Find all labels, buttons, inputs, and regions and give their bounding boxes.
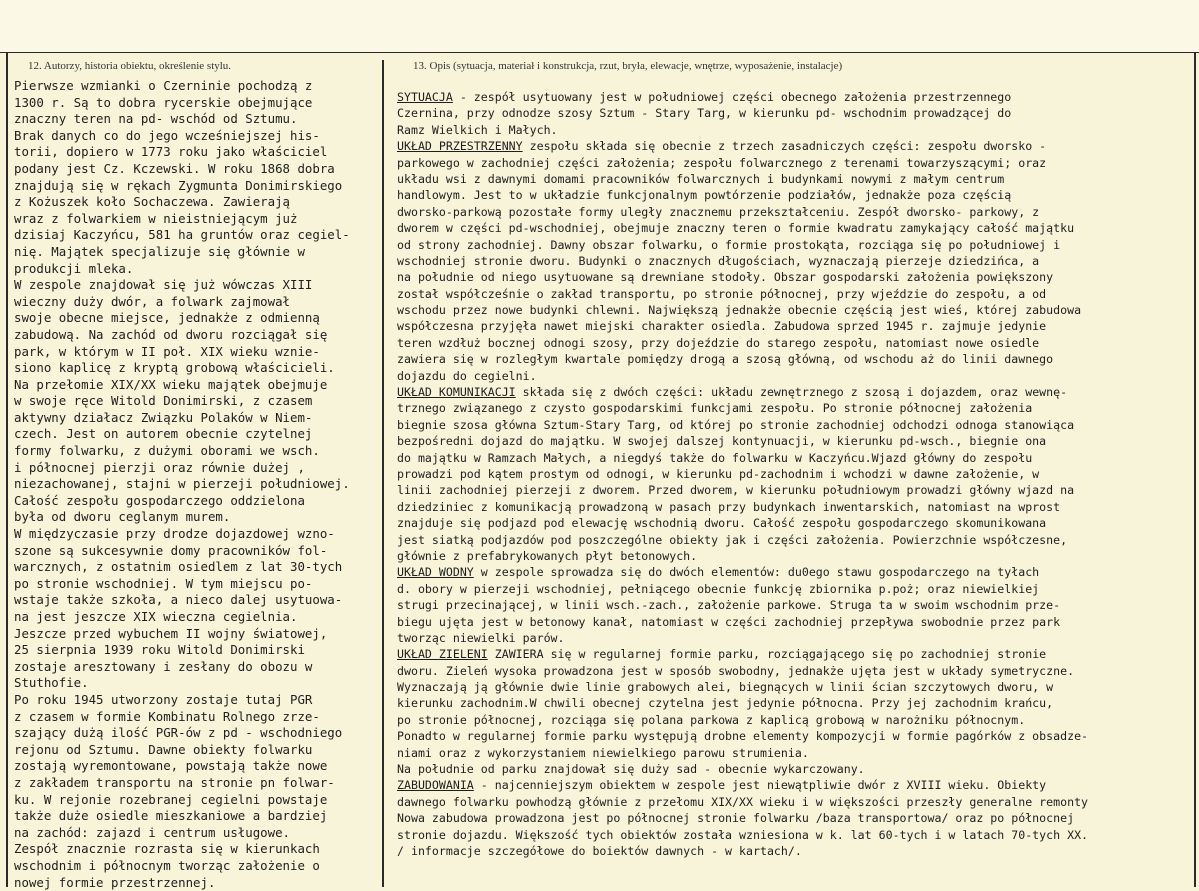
description-text-line [397,351,1197,367]
description-text: trznego związanego z czysto gospodarskimi funkcjami zespołu. Po stronie północnej założenia [397,401,1032,415]
history-text-line: podany jest Cz. Kczewski. W roku 1868 dobra [14,161,378,178]
history-text-line: Na przełomie XIX/XX wieku majątek obejmuje [14,377,378,394]
left-border [6,52,8,887]
history-text-line: W zespole znajdował się już wówczas XIII [14,277,378,294]
description-text: linii zachodniej pierzeji z dworem. Przed dworem, w kierunku południowym prowadzi główny wjazd na [397,483,1074,497]
history-text-line: z zakładem transportu na stronie pn folwar- [14,775,378,792]
description-text-line [397,89,1197,105]
description-text-line [397,630,1197,646]
history-text-line: była od dworu ceglanym murem. [14,509,378,526]
history-text-line: po stronie wschodniej. W tym miejscu po- [14,576,378,593]
description-text-line [397,286,1197,302]
description-text-line [397,515,1197,531]
history-text-line: w swoje ręce Witold Donimirski, z czasem [14,393,378,410]
description-text-line [397,827,1197,843]
description-text: na południe od niego usytuowane są drewniane stodoły. Obszar gospodarski założenia powiększony [397,270,1053,284]
description-text: / informacje szczegółowe do boiektów dawnych - w kartach/. [397,844,802,858]
description-text-line [397,499,1197,515]
description-text: wschodu przez nowe budynki chlewni. Największą jednakże obecnie częścią jest wieś, której zabudowa [397,303,1081,317]
description-text-line [397,663,1197,679]
description-text-line [397,318,1197,334]
history-text-line: produkcji mleka. [14,261,378,278]
history-text-line: na zachód: zajazd i centrum usługowe. [14,825,378,842]
description-text-line [397,646,1197,662]
form-top-margin [0,0,1199,52]
description-text-line [397,220,1197,236]
description-text-line [397,728,1197,744]
description-text-line [397,843,1197,859]
description-text: Czernina, przy odnodze szosy Sztum - Stary Targ, w kierunku pd- wschodnim prowadzącej do [397,106,1011,120]
description-text: dworsko-parkową pozostałe formy uległy znacznemu przekształceniu. Zespół dworsko- parkowy, z [397,205,1039,219]
description-text: wschodniej stronie dworu. Budynki o znacznych długościach, wyznaczają pierzeje dziedzińca, a [397,254,1039,268]
history-text-line: 25 sierpnia 1939 roku Witold Donimirski [14,642,378,659]
description-text: d. obory w pierzeji wschodniej, pełniącego obecnie funkcję zbiornika p.poż; oraz niewielkiej [397,582,1039,596]
history-text-line: W międzyczasie przy drodze dojazdowej wzno- [14,526,378,543]
description-text-line [397,138,1197,154]
description-text-line [397,695,1197,711]
history-text-line: formy folwarku, z dużymi oborami we wsch. [14,443,378,460]
description-text: teren wzdłuż bocznej odnogi szosy, przy dojeździe do starego zespołu, natomiast nowe osiedle [397,336,1039,350]
description-text-line [397,745,1197,761]
history-text-line: siono kaplicę z kryptą grobową właścicieli. [14,360,378,377]
description-text-line [397,810,1197,826]
left-field-label: 12. Autorzy, historia obiektu, określenie stylu. [28,60,231,72]
description-text-line [397,105,1197,121]
history-text-line: znajdują się w rękach Zygmunta Donimirskiego [14,178,378,195]
description-text: jest siatką podjazdów pod poszczególne obiekty jak i części założenia. Powierzchnie współczesne, [397,533,1067,547]
description-text-line [397,433,1197,449]
description-text: parkowego w zachodniej części założenia; zespołu folwarcznego z terenami towarzyszącymi; oraz [397,156,1046,170]
history-text-line: szający dużą ilość PGR-ów z pd - wschodniego [14,725,378,742]
description-text: dawnego folwarku powhodzą głównie z przełomu XIX/XX wieku i w większości przeszły generalne remonty [397,795,1088,809]
description-text-line [397,417,1197,433]
history-text-line: Stuthofie. [14,675,378,692]
history-text-line: czech. Jest on autorem obecnie czytelnej [14,426,378,443]
description-text-line [397,122,1197,138]
description-text: biegu ujęta jest w betonowy kanał, natomiast w części zachodniej przepływa swobodnie przez park [397,615,1060,629]
history-text-line: z Kożuszek koło Sochaczewa. Zawierają [14,194,378,211]
history-text-line: zostaje aresztowany i zesłany do obozu w [14,659,378,676]
section-heading: UKŁAD KOMUNIKACJI [397,385,516,399]
description-text: ZAWIERA się w regularnej formie parku, rozciągającego się po zachodniej stronie [488,647,1046,661]
description-text-line [397,450,1197,466]
description-text: - zespół usytuowany jest w południowej części obecnego założenia przestrzennego [453,90,1011,104]
description-text: Wyznaczają ją głównie dwie linie grabowych alei, biegnących w linii ścian szczytowych dworu, w [397,680,1053,694]
description-text-line [397,614,1197,630]
history-text-line: zabudową. Na zachód od dworu rozciągał się [14,327,378,344]
column-divider [382,60,384,887]
description-text: w zespole sprowadza się do dwóch elementów: du0ego stawu gospodarczego na tyłach [474,565,1039,579]
history-text-line: nowej formie przestrzennej. [14,875,378,891]
history-text-line: aktywny działacz Związku Polaków w Niem- [14,410,378,427]
description-text: po stronie północnej, rozciąga się polana parkowa z kaplicą grobową w narożniku północnym. [397,713,1025,727]
description-text: dworem w części pd-wschodniej, obejmuje znaczny teren o formie kwadratu zamykający całość majątku [397,221,1074,235]
history-text-line: Jeszcze przed wybuchem II wojny światowej, [14,626,378,643]
description-text-line [397,302,1197,318]
history-text-line: szone są sukcesywnie domy pracowników fol- [14,543,378,560]
history-text-line: Pierwsze wzmianki o Czerninie pochodzą z [14,78,378,95]
description-text-line [397,794,1197,810]
history-text-line: Całość zespołu gospodarczego oddzielona [14,493,378,510]
top-rule [0,52,1199,53]
description-text: tworząc niewielki parów. [397,631,565,645]
description-text: układu wsi z dawnymi domami pracowników folwarcznych i budynkami nowymi z małym centrum [397,172,1004,186]
description-text: prowadzi pod kątem prostym od odnogi, w kierunku pd-zachodnim i wchodzi w dawne założenie, w [397,467,1039,481]
description-text-line [397,581,1197,597]
description-text: zespołu składa się obecnie z trzech zasadniczych części: zespołu dworsko - [523,139,1047,153]
description-text-line [397,548,1197,564]
description-text: współczesna przyjęła nawet miejski charakter osiedla. Zabudowa sprzed 1945 r. zajmuje jedynie [397,319,1046,333]
right-field-label: 13. Opis (sytuacja, materiał i konstrukcja, rzut, bryła, elewacje, wnętrze, wyposażenie, instalacje) [413,60,842,72]
history-text-line: park, w którym w II poł. XIX wieku wznie- [14,344,378,361]
history-column [14,78,378,891]
history-text-line: ku. W rejonie rozebranej cegielni powstaje [14,792,378,809]
description-text-line [397,335,1197,351]
history-text-line: wschodnim i północnym tworząc założenie o [14,858,378,875]
description-text: zawiera się w rozległym kwartale pomiędzy drogą a szosą główną, od wschodu aż do linii dawnego [397,352,1053,366]
description-text: dziedziniec z komunikacją prowadzoną w pasach przy budynkach inwentarskich, natomiast na wprost [397,500,1060,514]
description-text-line [397,269,1197,285]
description-text-line [397,761,1197,777]
history-text-line: wieczny duży dwór, a folwark zajmował [14,294,378,311]
description-text: Ponadto w regularnej formie parku występują drobne elementy kompozycji w formie pagórków z obsadze- [397,729,1088,743]
history-text-line: swoje obecne miejsce, jednakże z odmienną [14,310,378,327]
description-text-line [397,597,1197,613]
description-text: do majątku w Ramzach Małych, a niegdyś także do folwarku w Kaczyńcu.Wjazd główny do zespołu [397,451,1032,465]
description-text: stronie dojazdu. Większość tych obiektów została wzniesiona w k. lat 60-tych i w latach 70-tych XX. [397,828,1088,842]
description-text: został współcześnie o zakład transportu, po stronie północnej, przy wjeździe do zespołu, a od [397,287,1046,301]
history-text-line: na jest jeszcze XIX wieczna cegielnia. [14,609,378,626]
description-text-line [397,155,1197,171]
section-heading: UKŁAD WODNY [397,565,474,579]
section-heading: UKŁAD ZIELENI [397,647,488,661]
description-text-line [397,712,1197,728]
description-text-line [397,532,1197,548]
history-text-line: niezachowanej, stajni w pierzeji południowej. [14,476,378,493]
description-text: strugi przecinającej, w linii wsch.-zach., założenie parkowe. Struga ta w swoim wschodnim prze- [397,598,1060,612]
description-text: głównie z prefabrykowanych płyt betonowych. [397,549,697,563]
history-text-line: zostają wyremontowane, powstają także nowe [14,758,378,775]
section-heading: SYTUACJA [397,90,453,104]
history-text-line: także duże osiedle mieszkaniowe a bardziej [14,808,378,825]
description-text-line [397,400,1197,416]
history-text-line: Zespół znacznie rozrasta się w kierunkach [14,841,378,858]
description-text: bezpośredni dojazd do majątku. W swojej dalszej kontynuacji, w kierunku pd-wsch., biegnie ona [397,434,1046,448]
description-text: Nowa zabudowa prowadzona jest po północnej stronie folwarku /baza transportowa/ oraz po północnej [397,811,1074,825]
history-text-line: i północnej pierzji oraz równie dużej , [14,460,378,477]
description-text: Ramz Wielkich i Małych. [397,123,558,137]
history-text-line: torii, dopiero w 1773 roku jako właściciel [14,144,378,161]
description-text-line [397,679,1197,695]
history-text-line: warcznych, z ostatnim osiedlem z lat 30-tych [14,559,378,576]
description-text-line [397,368,1197,384]
description-text-line [397,466,1197,482]
description-text: kierunku zachodnim.W chwili obecnej czytelna jest jedynie północna. Przy jej zachodnim krańcu, [397,696,1053,710]
history-text-line: wstaje także szkoła, a nieco dalej usytuowa- [14,592,378,609]
description-text: dworu. Zieleń wysoka prowadzona jest w sposób swobodny, jednakże ujęta jest w układy symetryczne. [397,664,1074,678]
description-column [397,89,1197,859]
description-text-line [397,204,1197,220]
description-text: dojazdu do cegielni. [397,369,537,383]
description-text: Na południe od parku znajdował się duży sad - obecnie wykarczowany. [397,762,865,776]
description-text-line [397,384,1197,400]
description-text-line [397,482,1197,498]
description-text-line [397,171,1197,187]
description-text-line [397,187,1197,203]
section-heading: UKŁAD PRZESTRZENNY [397,139,523,153]
description-text: biegnie szosa główna Sztum-Stary Targ, od której po stronie zachodniej odchodzi odnoga stanowiąca [397,418,1074,432]
description-text-line [397,777,1197,793]
history-text-line: Po roku 1945 utworzony zostaje tutaj PGR [14,692,378,709]
history-text-line: nię. Majątek specjalizuje się głównie w [14,244,378,261]
history-text-line: z czasem w formie Kombinatu Rolnego zrze- [14,709,378,726]
description-text: od strony zachodniej. Dawny obszar folwarku, o formie prostokąta, rozciąga się po południowej i [397,238,1060,252]
description-text-line [397,564,1197,580]
description-text: niami oraz z wykorzystaniem niewielkiego parowu strumienia. [397,746,809,760]
description-text-line [397,253,1197,269]
history-text-line: dzisiaj Kaczyńcu, 581 ha gruntów oraz cegiel- [14,227,378,244]
section-heading: ZABUDOWANIA [397,778,474,792]
description-text: znajduje się podjazd pod elewację wschodnią dworu. Całość zespołu gospodarczego skomunikowana [397,516,1046,530]
description-text: składa się z dwóch części: układu zewnętrznego z szosą i dojazdem, oraz wewnę- [516,385,1067,399]
history-text-line: 1300 r. Są to dobra rycerskie obejmujące [14,95,378,112]
description-text: handlowym. Jest to w układzie funkcjonalnym powtórzenie podziałów, jednakże poza częścią [397,188,1011,202]
description-text: - najcenniejszym obiektem w zespole jest niewątpliwie dwór z XVIII wieku. Obiekty [474,778,1046,792]
history-text-line: rejonu od Sztumu. Dawne obiekty folwarku [14,742,378,759]
history-text-line: wraz z folwarkiem w nieistniejącym już [14,211,378,228]
history-text-line: Brak danych co do jego wcześniejszej his- [14,128,378,145]
history-text-line: znaczny teren na pd- wschód od Sztumu. [14,111,378,128]
description-text-line [397,237,1197,253]
